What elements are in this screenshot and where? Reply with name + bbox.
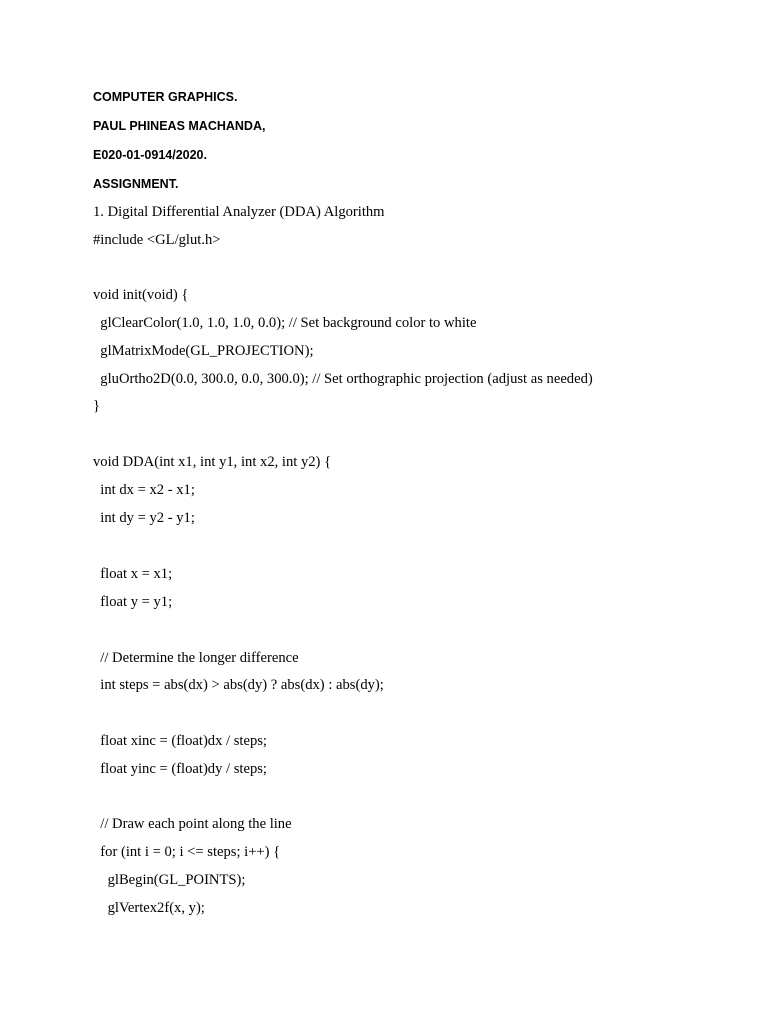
code-line: void init(void) { <box>93 287 189 303</box>
code-line: int dy = y2 - y1; <box>93 510 195 526</box>
code-line: int steps = abs(dx) > abs(dy) ? abs(dx) : abs(dy); <box>93 677 384 693</box>
code-line: for (int i = 0; i <= steps; i++) { <box>93 844 281 860</box>
code-line: // Draw each point along the line <box>93 816 292 832</box>
student-id: E020-01-0914/2020. <box>93 148 207 162</box>
code-line: float xinc = (float)dx / steps; <box>93 733 267 749</box>
code-line: float x = x1; <box>93 566 173 582</box>
code-line: glClearColor(1.0, 1.0, 1.0, 0.0); // Set background color to white <box>93 315 477 331</box>
code-line: #include <GL/glut.h> <box>93 232 221 248</box>
code-line: glBegin(GL_POINTS); <box>93 872 246 888</box>
code-line: void DDA(int x1, int y1, int x2, int y2) { <box>93 454 332 470</box>
code-line: gluOrtho2D(0.0, 300.0, 0.0, 300.0); // Set orthographic projection (adjust as needed) <box>93 371 593 387</box>
code-line: float yinc = (float)dy / steps; <box>93 761 267 777</box>
section-title: 1. Digital Differential Analyzer (DDA) Algorithm <box>93 204 385 220</box>
code-line: } <box>93 398 101 414</box>
assignment-label: ASSIGNMENT. <box>93 177 179 191</box>
code-line: float y = y1; <box>93 594 173 610</box>
code-line: int dx = x2 - x1; <box>93 482 195 498</box>
code-line: glVertex2f(x, y); <box>93 900 205 916</box>
code-line: glMatrixMode(GL_PROJECTION); <box>93 343 314 359</box>
code-line: // Determine the longer difference <box>93 650 299 666</box>
course-title: COMPUTER GRAPHICS. <box>93 90 238 104</box>
student-name: PAUL PHINEAS MACHANDA, <box>93 119 266 133</box>
